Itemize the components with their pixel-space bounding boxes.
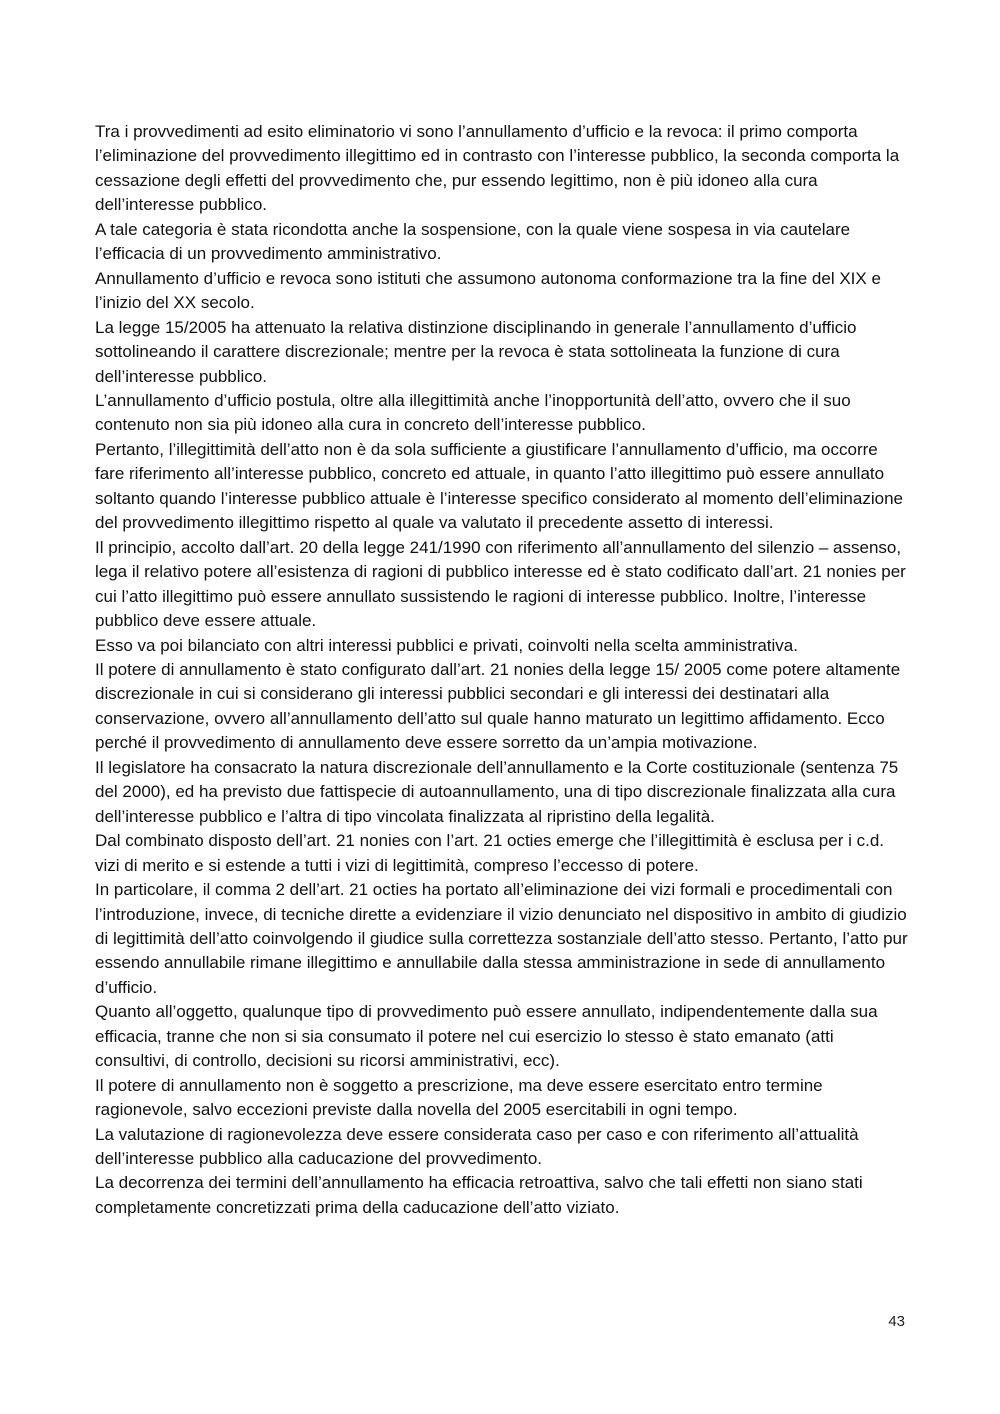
paragraph: Tra i provvedimenti ad esito eliminatorio vi sono l’annullamento d’ufficio e la revoca: il primo comporta l’eliminazione del provvedimento illegittimo ed in contrasto con l’interesse pubblico, la seconda comporta la cessazione degli effetti del provvedimento che, pur essendo legittimo, non è più idoneo alla cura dell’interesse pubblico. [95, 122, 900, 215]
paragraph: La decorrenza dei termini dell’annullamento ha efficacia retroattiva, salvo che tali effetti non siano stati completamente concretizzati prima della caducazione dell’atto viziato. [95, 1173, 863, 1217]
paragraph: Il principio, accolto dall’art. 20 della legge 241/1990 con riferimento all’annullamento del silenzio – assenso, lega il relativo potere all’esistenza di ragioni di pubblico interesse ed è stato codificato dall’art. 21 nonies per cui l’atto illegittimo può essere annullato sussistendo le ragioni di interesse pubblico. Inoltre, l’interesse pubblico deve essere attuale. [95, 537, 906, 631]
paragraph: A tale categoria è stata ricondotta anche la sospensione, con la quale viene sospesa in via cautelare l’efficacia di un provvedimento amministrativo. [95, 219, 851, 264]
paragraph: La valutazione di ragionevolezza deve essere considerata caso per caso e con riferimento all’attualità dell’interesse pubblico alla caducazione del provvedimento. [95, 1124, 859, 1169]
body-text [95, 120, 910, 1220]
paragraph: Il potere di annullamento non è soggetto a prescrizione, ma deve essere esercitato entro termine ragionevole, salvo eccezioni previste dalla novella del 2005 esercitabili in ogni tempo. [95, 1075, 823, 1120]
paragraph: La legge 15/2005 ha attenuato la relativa distinzione disciplinando in generale l’annullamento d’ufficio sottolineando il carattere discrezionale; mentre per la revoca è stata sottolineata la funzione di cura dell’interesse pubblico. [95, 317, 857, 386]
paragraph: Annullamento d’ufficio e revoca sono istituti che assumono autonoma conformazione tra la fine del XIX e l’inizio del XX secolo. [95, 268, 881, 313]
paragraph: In particolare, il comma 2 dell’art. 21 octies ha portato all’eliminazione dei vizi formali e procedimentali con l’introduzione, invece, di tecniche dirette a evidenziare il vizio denunciato nel dispositivo in ambito di giudizio di legittimità dell’atto coinvolgendo il giudice sulla correttezza sostanziale dell’atto stesso. Pertanto, l’atto pur essendo annullabile rimane illegittimo e annullabile dalla stessa amministrazione in sede di annullamento d’ufficio. [95, 880, 908, 997]
paragraph: Il legislatore ha consacrato la natura discrezionale dell’annullamento e la Corte costituzionale (sentenza 75 del 2000), ed ha previsto due fattispecie di autoannullamento, una di tipo discrezionale finalizzata alla cura dell’interesse pubblico e l’altra di tipo vincolata finalizzata al ripristino della legalità. [95, 757, 899, 826]
paragraph: Dal combinato disposto dell’art. 21 nonies con l’art. 21 octies emerge che l’illegittimità è esclusa per i c.d. vizi di merito e si estende a tutti i vizi di legittimità, compreso l’eccesso di potere. [95, 831, 885, 875]
paragraph: L’annullamento d’ufficio postula, oltre alla illegittimità anche l’inopportunità dell’atto, ovvero che il suo contenuto non sia più idoneo alla cura in concreto dell’interesse pubblico. [95, 390, 851, 435]
paragraph: Esso va poi bilanciato con altri interessi pubblici e privati, coinvolti nella scelta amministrativa. [95, 635, 798, 655]
page-number: 43 [888, 1313, 905, 1330]
paragraph: Il potere di annullamento è stato configurato dall’art. 21 nonies della legge 15/ 2005 come potere altamente discrezionale in cui si considerano gli interessi pubblici secondari e gli interessi dei destinatari alla conservazione, ovvero all’annullamento dell’atto sul quale hanno maturato un legittimo affidamento. Ecco perché il provvedimento di annullamento deve essere sorretto da un’ampia motivazione. [95, 659, 901, 753]
paragraph: Pertanto, l’illegittimità dell’atto non è da sola sufficiente a giustificare l’annullamento d’ufficio, ma occorre fare riferimento all’interesse pubblico, concreto ed attuale, in quanto l’atto illegittimo può essere annullato soltanto quando l’interesse pubblico attuale è l’interesse specifico considerato al momento dell’eliminazione del provvedimento illegittimo rispetto al quale va valutato il precedente assetto di interessi. [95, 439, 903, 533]
paragraph: Quanto all’oggetto, qualunque tipo di provvedimento può essere annullato, indipendentemente dalla sua efficacia, tranne che non si sia consumato il potere nel cui esercizio lo stesso è stato emanato (atti consultivi, di controllo, decisioni su ricorsi amministrativi, ecc). [95, 1002, 878, 1071]
